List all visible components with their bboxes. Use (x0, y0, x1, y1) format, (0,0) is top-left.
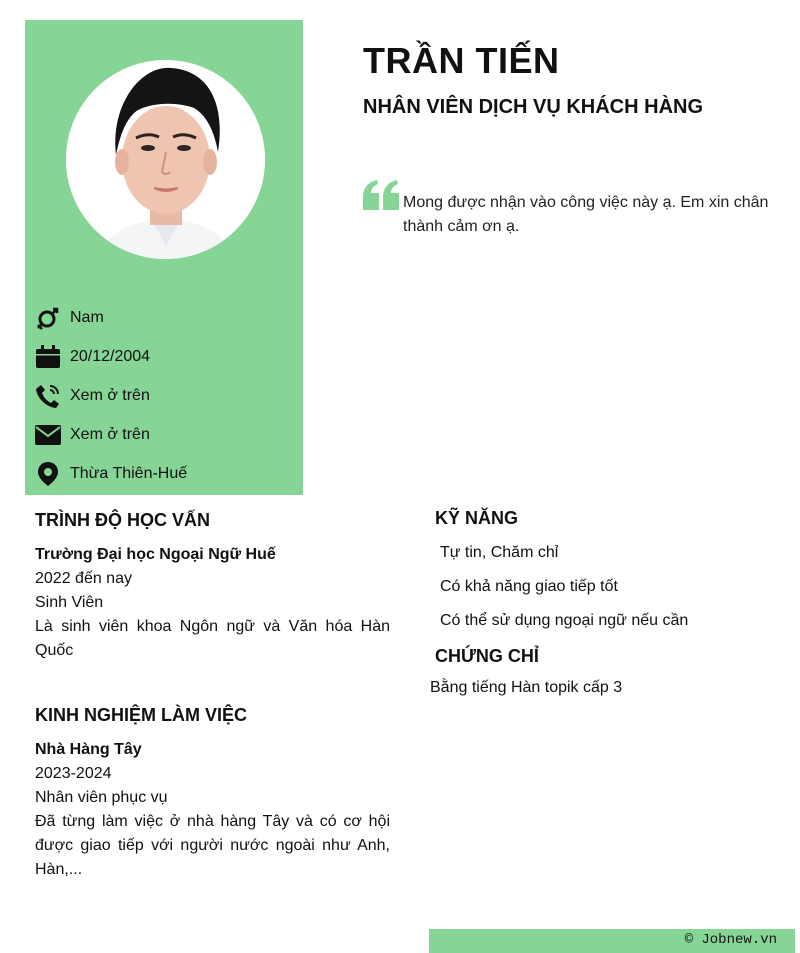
education-section (35, 510, 390, 663)
email-text: Xem ở trên (70, 425, 150, 443)
certificates-title: CHỨNG CHỈ (435, 646, 539, 666)
experience-period: 2023-2024 (35, 765, 112, 782)
skills-list (440, 536, 688, 638)
experience-title: KINH NGHIỆM LÀM VIỆC (35, 705, 248, 725)
info-email (35, 415, 303, 454)
avatar (66, 60, 265, 259)
certificate-item: Bằng tiếng Hàn topik cấp 3 (430, 679, 623, 696)
quote-icon (363, 180, 399, 210)
profile-sidebar (25, 20, 303, 495)
education-role: Sinh Viên (35, 594, 104, 611)
envelope-icon (35, 422, 61, 448)
birthday-text: 20/12/2004 (70, 347, 151, 365)
skill-item: Có khả năng giao tiếp tốt (440, 578, 618, 595)
footer-credit: © Jobnew.vn (684, 932, 777, 948)
experience-section (35, 705, 390, 882)
phone-text: Xem ở trên (70, 386, 150, 404)
gender-text: Nam (70, 308, 104, 326)
info-location (35, 454, 303, 493)
experience-description: Đã từng làm việc ở nhà hàng Tây và có cơ hội được giao tiếp với người nước ngoài như Anh, Hàn,... (35, 813, 390, 878)
skill-item: Tự tin, Chăm chỉ (440, 544, 559, 561)
portrait-photo (66, 60, 265, 259)
job-title: NHÂN VIÊN DỊCH VỤ KHÁCH HÀNG (363, 96, 704, 118)
contact-info-list (35, 298, 303, 493)
location-pin-icon (35, 461, 61, 487)
gender-icon (35, 305, 61, 331)
skills-title: KỸ NĂNG (435, 508, 519, 528)
location-text: Thừa Thiên-Huế (70, 464, 188, 482)
education-description: Là sinh viên khoa Ngôn ngữ và Văn hóa Hàn Quốc (35, 618, 390, 659)
school-name: Trường Đại học Ngoại Ngữ Huế (35, 546, 276, 563)
company-name: Nhà Hàng Tây (35, 741, 142, 758)
education-period: 2022 đến nay (35, 570, 132, 587)
info-birthday (35, 337, 303, 376)
info-phone (35, 376, 303, 415)
education-title: TRÌNH ĐỘ HỌC VẤN (35, 510, 210, 530)
experience-role: Nhân viên phục vụ (35, 789, 168, 806)
phone-icon (35, 383, 61, 409)
candidate-name: TRẦN TIẾN (363, 40, 560, 81)
skill-item: Có thể sử dụng ngoại ngữ nếu cần (440, 612, 689, 629)
info-gender (35, 298, 303, 337)
calendar-icon (35, 344, 61, 370)
footer-bar (429, 929, 795, 953)
objective-quote: Mong được nhận vào công việc này ạ. Em xin chân thành cảm ơn ạ. (403, 194, 769, 235)
